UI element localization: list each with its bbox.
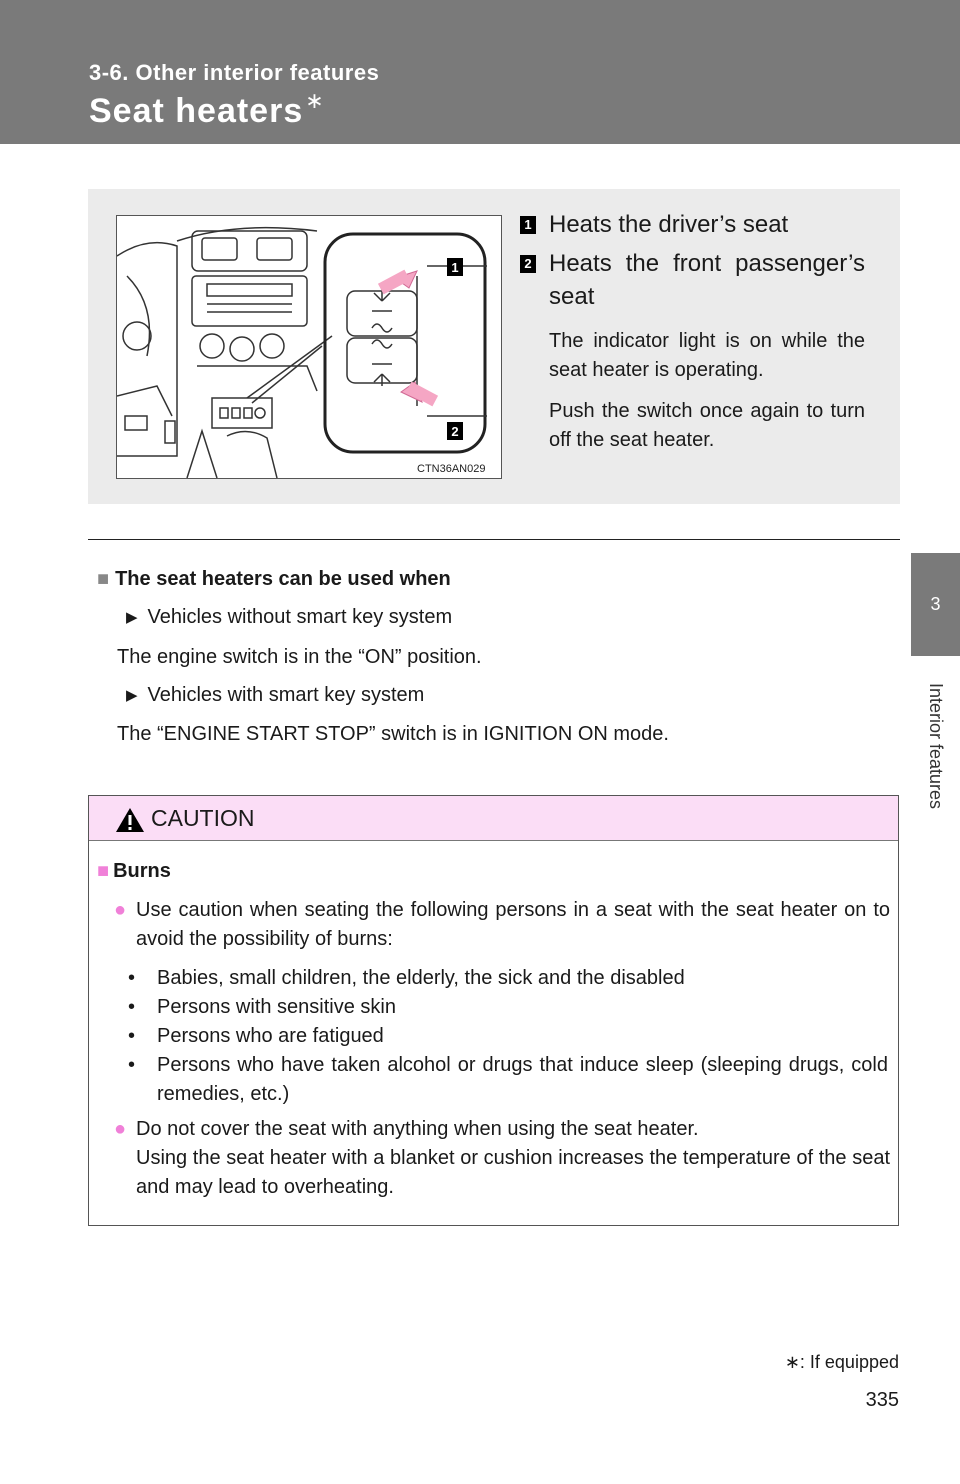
callout-2: 2 [451, 424, 459, 439]
dot-bullet-icon: ● [114, 899, 127, 921]
caution-subitem-1-text: Babies, small children, the elderly, the sick and the disabled [157, 967, 685, 989]
indicator-note: The indicator light is on while the seat heater is operating. [549, 330, 865, 381]
section-divider [88, 539, 900, 540]
bullet-dot: • [128, 967, 136, 989]
condition-label-2-text: Vehicles with smart key system [147, 684, 425, 706]
caution-bullet-1 [114, 896, 890, 954]
caution-bullet-2-line-1: Do not cover the seat with anything when using the seat heater. [136, 1118, 699, 1140]
caution-subheading [97, 857, 171, 886]
legend-number-1: 1 [520, 216, 536, 234]
condition-label-2 [126, 684, 424, 707]
triangle-right-icon: ▶ [126, 609, 138, 626]
dashboard-drawing [117, 216, 501, 478]
bullet-dot: • [128, 1025, 136, 1047]
chapter-tab [911, 553, 960, 656]
title-asterisk: ∗ [305, 88, 325, 113]
caution-subitem-2-text: Persons with sensitive skin [157, 996, 396, 1018]
dot-bullet-icon: ● [114, 1118, 127, 1140]
caution-subitem-3-text: Persons who are fatigued [157, 1025, 384, 1047]
warning-icon [115, 807, 145, 833]
legend-item-1 [520, 208, 865, 241]
section-label: 3-6. Other interior features [89, 60, 380, 85]
caution-subitem-4-text: Persons who have taken alcohol or drugs that induce sleep (sleeping drugs, cold remedies, etc.) [157, 1054, 888, 1105]
caution-bullet-1-text: Use caution when seating the following persons in a seat with the seat heater on to avoid the possibility of burns: [136, 899, 890, 950]
page-header [0, 0, 960, 144]
caution-subitem-1 [128, 964, 888, 993]
caution-header [89, 796, 898, 841]
legend-text-1: Heats the driver’s seat [549, 211, 789, 238]
legend-item-2 [520, 247, 865, 313]
page-number: 335 [865, 1389, 899, 1411]
square-bullet-icon: ■ [97, 568, 110, 590]
caution-title: CAUTION [151, 805, 255, 831]
condition-label-1-text: Vehicles without smart key system [147, 606, 453, 628]
chapter-number: 3 [930, 594, 941, 614]
caution-bullet-2 [114, 1115, 890, 1202]
footnote [785, 1352, 899, 1373]
page-title-text: Seat heaters [89, 92, 304, 130]
square-bullet-icon: ■ [97, 860, 110, 882]
legend-number-2: 2 [520, 255, 536, 273]
footnote-asterisk: ∗ [784, 1352, 800, 1372]
page-title [89, 88, 325, 131]
bullet-dot: • [128, 1054, 136, 1076]
footnote-text: : If equipped [799, 1352, 899, 1372]
legend-text-2: Heats the front passenger’s seat [549, 250, 865, 310]
chapter-label-text: Interior features [926, 682, 946, 810]
seat-heater-illustration [116, 215, 502, 479]
caution-subitem-4 [128, 1051, 888, 1109]
switch-off-note: Push the switch once again to turn off the seat heater. [549, 400, 865, 451]
triangle-right-icon: ▶ [126, 687, 138, 704]
caution-sublist [128, 964, 888, 1109]
condition-label-1 [126, 606, 452, 629]
condition-text-2: The “ENGINE START STOP” switch is in IGNITION ON mode. [117, 723, 669, 745]
caution-subheading-text: Burns [113, 860, 171, 882]
caution-subitem-3 [128, 1022, 888, 1051]
chapter-label [911, 656, 960, 836]
caution-bullet-2-line-2: Using the seat heater with a blanket or cushion increases the temperature of the seat and may lead to overheating. [136, 1147, 890, 1198]
conditions-heading-text: The seat heaters can be used when [115, 568, 451, 590]
conditions-heading [97, 568, 451, 591]
caution-subitem-2 [128, 993, 888, 1022]
callout-1: 1 [451, 260, 459, 275]
image-code: CTN36AN029 [417, 463, 486, 475]
condition-text-1: The engine switch is in the “ON” position. [117, 646, 482, 668]
bullet-dot: • [128, 996, 136, 1018]
